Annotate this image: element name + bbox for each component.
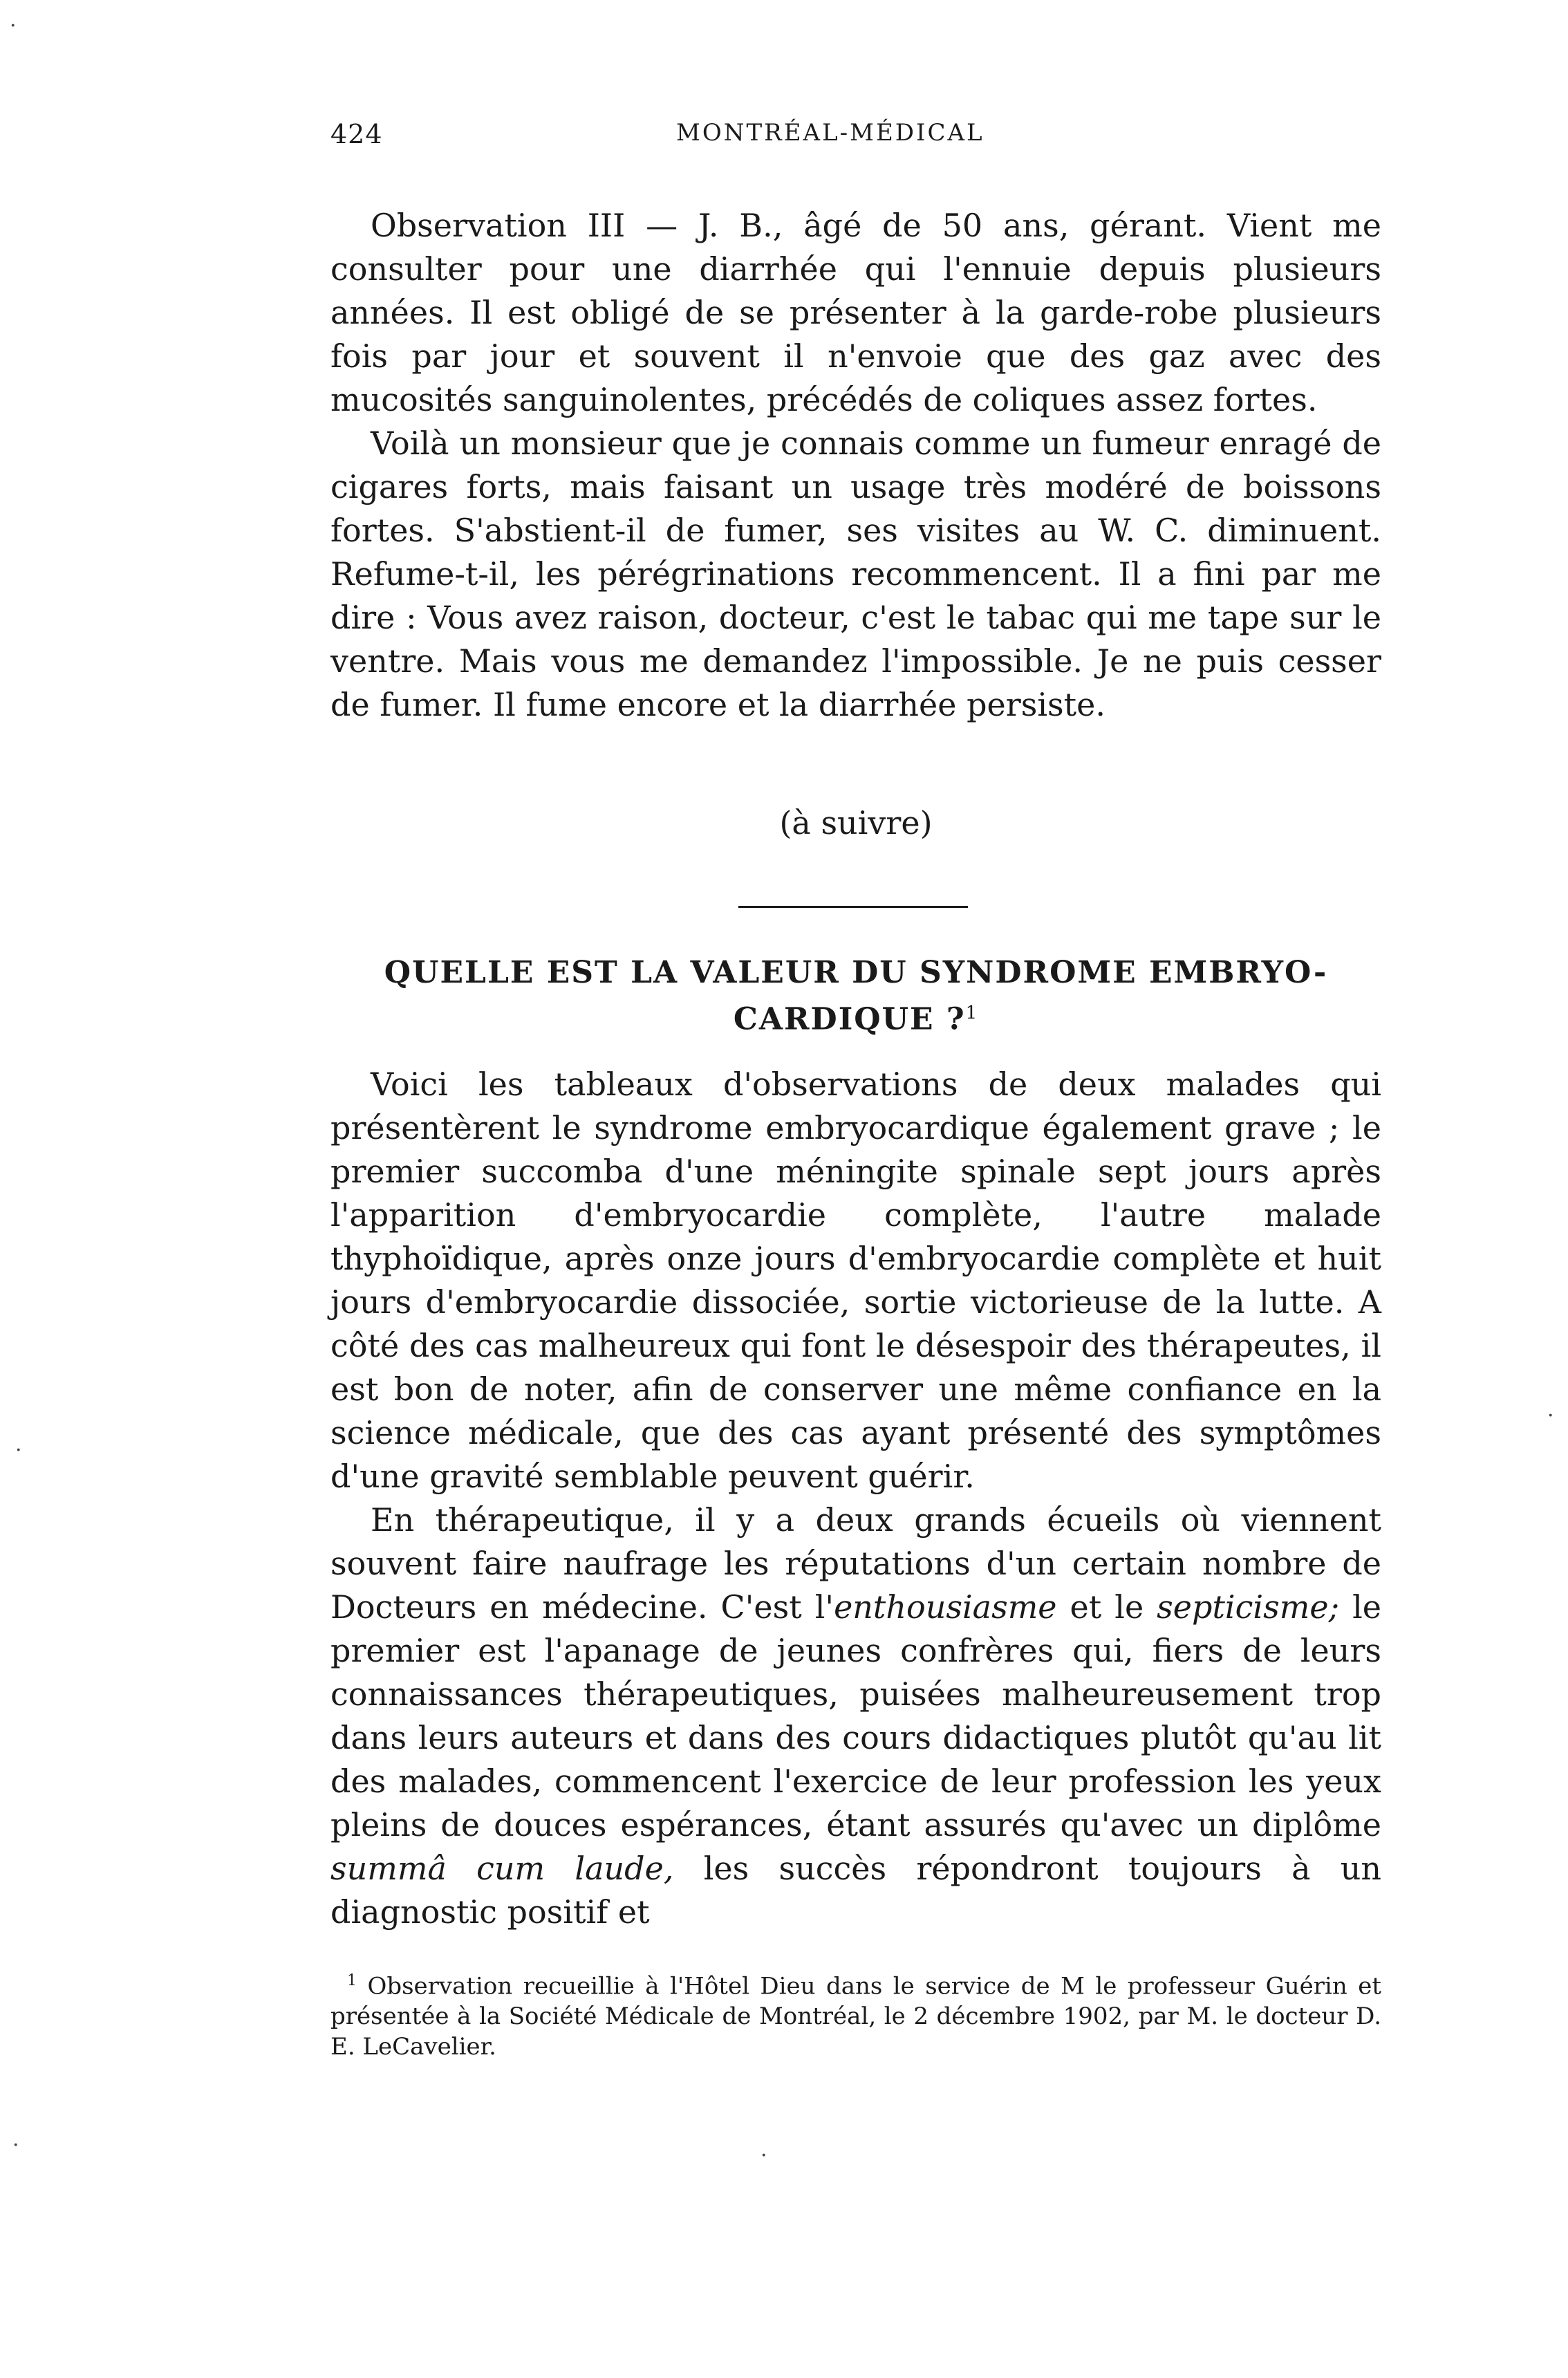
footnote-text: Observation recueillie à l'Hôtel Dieu dans le service de M le professeur Guérin et présentée à la Société Médicale de Montréal, le 2 décembre 1902, par M. le docteur D. E. LeCavelier. <box>330 1972 1381 2061</box>
scan-speck: · <box>1547 1404 1554 1428</box>
scan-speck: · <box>15 1438 22 1462</box>
running-head <box>330 119 1381 167</box>
article-body <box>330 1063 1381 1934</box>
paragraph-2-text-a: En thérapeutique, il y a deux grands écueils où viennent souvent faire naufrage les réputations d'un certain nombre de Docteurs en médecine. C'est l' <box>330 1501 1381 1626</box>
article-paragraph-2 <box>330 1498 1381 1934</box>
observation-paragraph-1: Observation III — J. B., âgé de 50 ans, gérant. Vient me consulter pour une diarrhée qui l'ennuie depuis plusieurs années. Il est obligé de se présenter à la garde-robe plusieurs fois par jour et souvent il n'envoie que des gaz avec des mucosités sanguinolentes, précédés de coliques assez fortes. <box>330 207 1381 418</box>
footnote-mark: 1 <box>347 1972 357 1989</box>
observation-section <box>330 204 1381 727</box>
page-number: 424 <box>330 119 383 149</box>
article-title-line-1: QUELLE EST LA VALEUR DU SYNDROME EMBRYO- <box>384 955 1328 990</box>
scan-speck: · <box>10 14 17 38</box>
article-title-line-2: CARDIQUE ? <box>733 1001 966 1037</box>
italic-septicisme: septicisme; <box>1157 1588 1340 1626</box>
scan-speck: · <box>12 2133 19 2157</box>
scan-speck: · <box>760 2144 767 2168</box>
paragraph-2-text-c: le premier est l'apanage de jeunes confrères qui, fiers de leurs connaissances thérapeutiques, puisées malheureusement trop dans leurs auteurs et dans des cours didactiques plutôt qu'au lit des malades, commencent l'exercice de leur profession les yeux pleins de douces espérances, étant assurés qu'avec un diplôme <box>330 1588 1382 1843</box>
paragraph-2-text-d: les succès répondront toujours à un diagnostic positif et <box>330 1850 1381 1931</box>
italic-enthousiasme: enthousiasme <box>834 1588 1057 1626</box>
observation-paragraph-2: Voilà un monsieur que je connais comme un fumeur enragé de cigares forts, mais faisant un usage très modéré de boissons fortes. S'abstient-il de fumer, ses visites au W. C. diminuent. Refume-t-il, les pérégrinations recommencent. Il a fini par me dire : Vous avez raison, docteur, c'est le tabac qui me tape sur le ventre. Mais vous me demandez l'impossible. Je ne puis cesser de fumer. Il fume encore et la diarrhée persiste. <box>330 425 1381 723</box>
paragraph-2-text-b: et le <box>1056 1588 1157 1626</box>
section-divider <box>738 906 968 908</box>
article-paragraph-1: Voici les tableaux d'observations de deux malades qui présentèrent le syndrome embryocardique également grave ; le premier succomba d'une méningite spinale sept jours après l'apparition d'embryocardie complète, l'autre malade thyphoïdique, après onze jours d'embryocardie complète et huit jours d'embryocardie dissociée, sortie victorieuse de la lutte. A côté des cas malheureux qui font le désespoir des thérapeutes, il est bon de noter, afin de conserver une même confiance en la science médicale, que des cas ayant présenté des symptômes d'une gravité semblable peuvent guérir. <box>330 1066 1381 1495</box>
footnote <box>330 1966 1381 2062</box>
article-title <box>330 953 1381 1040</box>
footnote-line <box>330 1966 1381 2062</box>
journal-title: MONTRÉAL-MÉDICAL <box>676 119 984 147</box>
title-footnote-mark: 1 <box>965 1003 979 1023</box>
to-be-continued: (à suivre) <box>779 804 933 842</box>
italic-summa-cum-laude: summâ cum laude, <box>330 1850 674 1887</box>
